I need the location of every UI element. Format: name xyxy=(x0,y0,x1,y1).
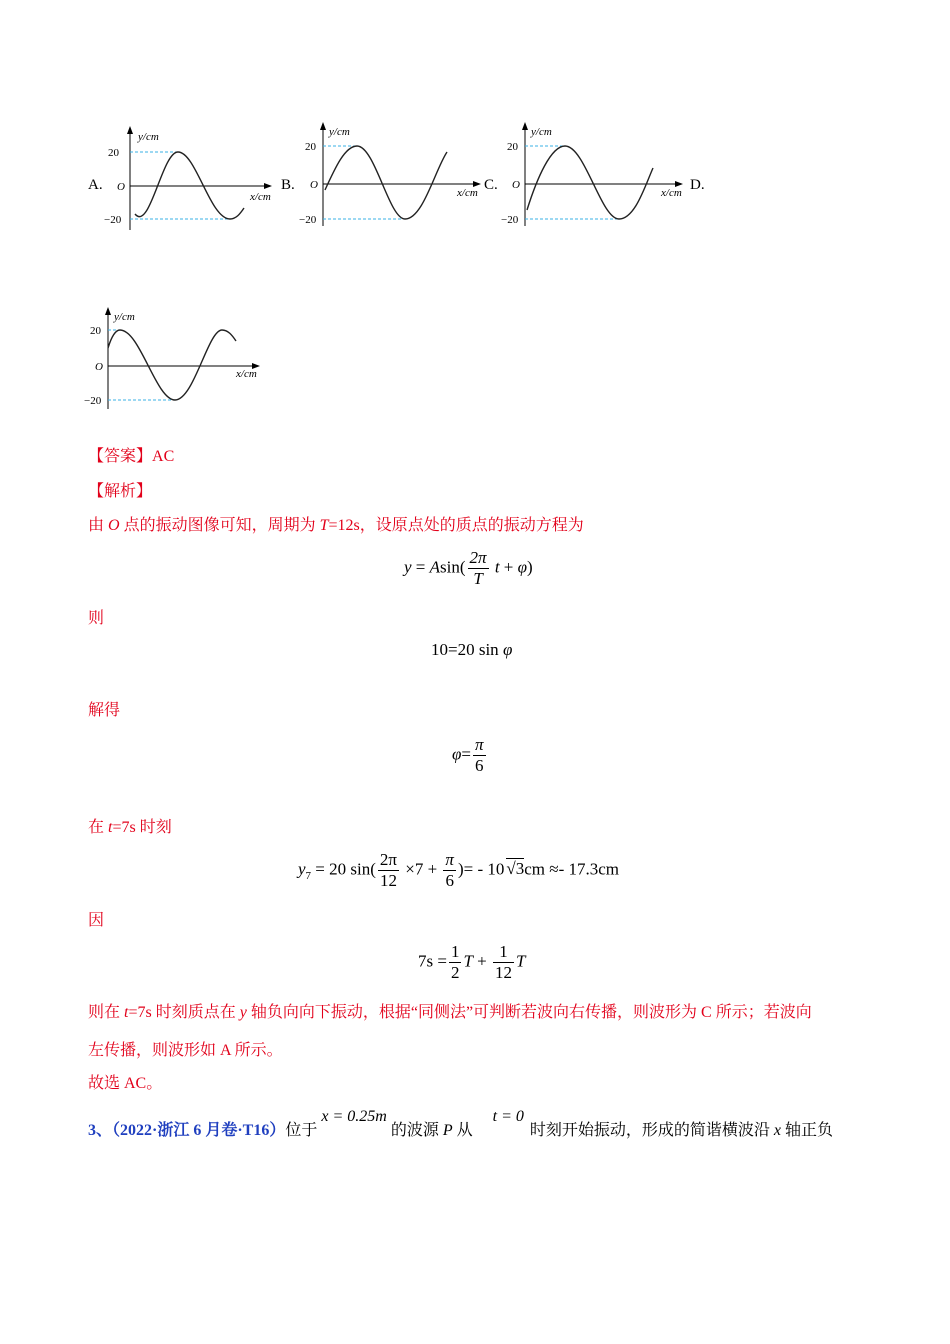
equation-vibration: y = Asin( $\frac{2\pi}{T}$ t + φ) xyxy=(404,548,533,588)
x-axis-label: x/cm xyxy=(457,187,478,199)
analysis-label: 【解析】 xyxy=(88,483,153,500)
x-axis-label: x/cm xyxy=(661,187,682,199)
tick-top: 20 xyxy=(507,141,518,153)
conclusion-line-1: 则在 t=7s 时刻质点在 y 轴负向向下振动，根据“同侧法”可判断若波向右传播，则波形为 C 所示；若波向 xyxy=(88,1004,812,1021)
equation-initial: 10=20 sin φ xyxy=(431,640,513,659)
analysis-line-1: 由 O 点的振动图像可知，周期为 T=12s，设原点处的质点的振动方程为 xyxy=(88,517,584,534)
tick-bottom: −20 xyxy=(84,395,102,407)
tick-bottom: −20 xyxy=(299,214,317,226)
origin-label: O xyxy=(512,179,520,191)
equation-phase: φ= $\frac{\pi}{6}$ xyxy=(452,735,484,775)
equation-y7: $y_7 = 20$ sin( $\frac{2\pi}{12}$ ×7 + $\frac{\pi}{6}$ )= - 10 √3cm ≈- 17.3cm xyxy=(298,850,619,890)
conclusion-line-2: 左传播，则波形如 A 所示。 xyxy=(88,1042,283,1059)
x-axis-label: x/cm xyxy=(250,191,271,203)
tick-top: 20 xyxy=(90,325,101,337)
y-axis-label: y/cm xyxy=(138,131,159,143)
graph-a xyxy=(100,122,280,234)
origin-label: O xyxy=(117,181,125,193)
y-axis-label: y/cm xyxy=(531,126,552,138)
tick-top: 20 xyxy=(108,147,119,159)
answer-value: AC xyxy=(152,448,175,465)
x-axis-label: x/cm xyxy=(236,368,257,380)
graph-d xyxy=(80,305,270,413)
option-c-label: C. xyxy=(484,177,498,193)
tick-top: 20 xyxy=(305,141,316,153)
equation-period: 7s = $\frac{1}{2}$ T + $\frac{1}{12}$ T xyxy=(418,942,526,982)
because-label: 因 xyxy=(88,912,105,929)
option-a-label: A. xyxy=(88,177,103,193)
solve-label: 解得 xyxy=(88,702,121,719)
question-number: 3、（2022·浙江 6 月卷·T16） xyxy=(88,1122,286,1139)
tick-bottom: −20 xyxy=(104,214,122,226)
tick-bottom: −20 xyxy=(501,214,519,226)
option-d-label: D. xyxy=(690,177,705,193)
graph-b xyxy=(295,118,490,230)
graph-c xyxy=(497,118,692,230)
answer-label: 【答案】 xyxy=(88,448,153,465)
y-axis-label: y/cm xyxy=(114,311,135,323)
final-answer: 故选 AC。 xyxy=(88,1075,163,1092)
option-b-label: B. xyxy=(281,177,295,193)
question-3: 3、（2022·浙江 6 月卷·T16）位于x = 0.25m的波源 P 从t = 0时刻开始振动，形成的简谐横波沿 x 轴正负 xyxy=(88,1108,834,1139)
y-axis-label: y/cm xyxy=(329,126,350,138)
origin-label: O xyxy=(310,179,318,191)
then-label: 则 xyxy=(88,610,105,627)
answer-line xyxy=(88,446,174,468)
t7-line: 在 t=7s 时刻 xyxy=(88,819,172,836)
origin-label: O xyxy=(95,361,103,373)
